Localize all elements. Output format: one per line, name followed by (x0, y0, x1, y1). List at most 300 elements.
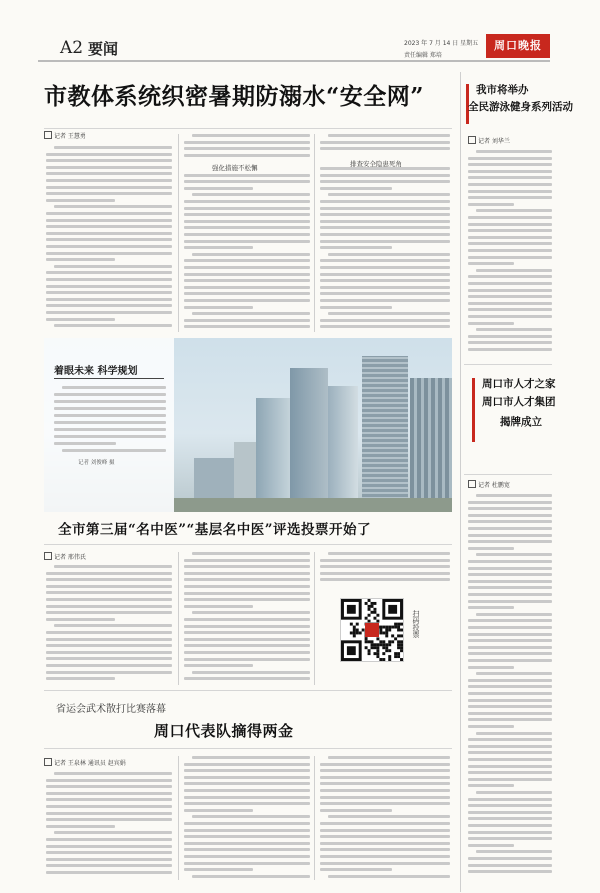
text-line (184, 677, 310, 680)
qr-module (397, 623, 400, 626)
text-line (320, 299, 450, 302)
side2-headline-3: 揭牌成立 (500, 416, 542, 428)
qr-module (394, 652, 397, 655)
qr-module (368, 605, 371, 608)
text-line (320, 174, 450, 177)
text-line (468, 183, 552, 186)
text-line (468, 223, 552, 226)
qr-module (379, 631, 382, 634)
qr-module (379, 629, 382, 632)
text-line (468, 203, 514, 206)
text-line (320, 842, 450, 845)
text-line (54, 435, 166, 438)
qr-module (371, 605, 374, 608)
text-line (184, 842, 310, 845)
text-line (54, 205, 172, 208)
text-line (468, 236, 552, 239)
text-line (184, 868, 253, 871)
section-name: 要闻 (88, 40, 119, 58)
city-photo (44, 338, 452, 512)
text-line (54, 407, 166, 410)
text-line (468, 534, 552, 537)
qr-module (382, 626, 385, 629)
text-line (46, 871, 172, 874)
qr-module (373, 602, 376, 605)
text-line (46, 199, 115, 202)
text-line (320, 319, 450, 322)
page-code: A2 (60, 38, 84, 58)
text-line (184, 226, 310, 229)
text-line (320, 559, 450, 562)
qr-module (373, 617, 376, 620)
side2-reporter: 记者 杜鹏宽 (468, 480, 510, 489)
text-line (320, 578, 450, 581)
text-line (328, 815, 450, 818)
text-line (468, 335, 552, 338)
qr-module (397, 652, 400, 655)
text-line (468, 633, 552, 636)
text-line (184, 565, 310, 568)
text-line (468, 547, 514, 550)
qr-module (397, 626, 400, 629)
text-line (46, 618, 115, 621)
qr-module (397, 655, 400, 658)
text-line (184, 625, 310, 628)
text-line (468, 501, 552, 504)
text-line (468, 520, 552, 523)
date-line: 2023 年 7 月 14 日 星期五 (404, 40, 479, 47)
qr-module (382, 658, 385, 661)
qr-module (394, 623, 397, 626)
text-line (320, 226, 450, 229)
text-line (54, 831, 172, 834)
qr-module (359, 631, 362, 634)
text-line (54, 421, 166, 424)
text-line (46, 304, 172, 307)
qr-module (365, 617, 368, 620)
qr-module (388, 626, 391, 629)
text-line (46, 172, 172, 175)
editors-line: 责任编辑 郑培 (404, 52, 442, 59)
qr-module (397, 629, 400, 632)
ad-byline: 记者 刘俊峰 摄 (78, 460, 115, 466)
text-line (46, 591, 172, 594)
qr-module (391, 626, 394, 629)
text-line (320, 240, 450, 243)
qr-module (376, 646, 379, 649)
text-line (468, 567, 552, 570)
qr-module (353, 634, 356, 637)
ad-paragraph (54, 386, 166, 452)
text-line (46, 298, 172, 301)
qr-code[interactable] (340, 598, 404, 662)
qr-module (400, 623, 403, 626)
ad-slogan: 着眼未来 科学规划 (54, 366, 138, 377)
text-line (468, 725, 514, 728)
text-line (468, 844, 514, 847)
qr-module (400, 643, 403, 646)
qr-module (394, 655, 397, 658)
text-line (468, 738, 552, 741)
text-line (468, 639, 552, 642)
qr-module (397, 634, 400, 637)
text-line (184, 154, 310, 157)
text-line (54, 265, 172, 268)
text-line (184, 848, 310, 851)
text-line (320, 233, 450, 236)
qr-module (385, 643, 388, 646)
qr-module (376, 614, 379, 617)
text-line (468, 593, 552, 596)
text-line (184, 220, 310, 223)
qr-module (379, 626, 382, 629)
text-line (46, 611, 172, 614)
text-line (320, 848, 450, 851)
text-line (46, 864, 172, 867)
text-line (468, 784, 514, 787)
text-line (54, 565, 172, 568)
text-line (184, 578, 310, 581)
text-line (192, 815, 310, 818)
text-line (46, 657, 172, 660)
text-line (54, 414, 166, 417)
qr-module (371, 640, 374, 643)
text-line (46, 779, 172, 782)
text-line (476, 613, 552, 616)
qr-module (368, 614, 371, 617)
qr-module (376, 643, 379, 646)
text-line (46, 159, 172, 162)
text-line (184, 306, 253, 309)
qr-module (373, 652, 376, 655)
text-line (468, 315, 552, 318)
text-line (320, 286, 450, 289)
text-line (320, 306, 392, 309)
text-line (476, 850, 552, 853)
text-line (476, 553, 552, 556)
side1-headline-1: 我市将举办 (476, 84, 529, 96)
text-line (192, 611, 310, 614)
text-line (46, 212, 172, 215)
text-line (46, 278, 172, 281)
text-line (184, 279, 310, 282)
qr-module (400, 629, 403, 632)
text-line (476, 269, 552, 272)
text-line (184, 644, 310, 647)
text-line (468, 712, 552, 715)
tower-3 (256, 398, 290, 512)
qr-module (388, 649, 391, 652)
text-line (46, 318, 115, 321)
text-line (468, 831, 552, 834)
text-line (46, 291, 172, 294)
qr-module (371, 646, 374, 649)
text-line (184, 180, 310, 183)
text-line (192, 671, 310, 674)
text-line (320, 147, 450, 150)
lead-subhead: 强化措施不松懈 (212, 164, 258, 172)
qr-module (376, 649, 379, 652)
text-line (468, 190, 552, 193)
text-line (46, 271, 172, 274)
text-line (468, 751, 552, 754)
text-line (46, 585, 172, 588)
text-line (46, 851, 172, 854)
text-line (468, 758, 552, 761)
qr-module (368, 652, 371, 655)
qr-module (385, 631, 388, 634)
text-line (468, 679, 552, 682)
text-line (184, 233, 310, 236)
qr-module (400, 649, 403, 652)
text-line (328, 312, 450, 315)
text-line (476, 328, 552, 331)
side2-body (468, 494, 552, 879)
text-line (46, 598, 172, 601)
text-line (468, 864, 552, 867)
text-line (46, 792, 172, 795)
text-line (62, 386, 166, 389)
side2-headline-1: 周口市人才之家 (482, 378, 556, 390)
sports-reporter: 记者 王泉林 通讯员 赵宾娟 (44, 758, 126, 767)
text-line (320, 220, 450, 223)
text-line (328, 552, 450, 555)
text-line (468, 348, 552, 351)
text-line (46, 578, 172, 581)
text-line (184, 187, 253, 190)
text-line (46, 644, 172, 647)
qr-module (400, 640, 403, 643)
qr-module (382, 652, 385, 655)
qr-module (356, 623, 359, 626)
text-line (320, 802, 450, 805)
text-line (476, 732, 552, 735)
text-line (46, 664, 172, 667)
lead-column-1 (46, 146, 172, 332)
text-line (328, 253, 450, 256)
paper-logo: 周口晚报 (486, 34, 550, 58)
sports-kicker: 省运会武术散打比赛落幕 (56, 704, 166, 715)
text-line (320, 829, 450, 832)
text-line (184, 855, 310, 858)
side1-reporter: 记者 刘华兰 (468, 136, 510, 145)
text-line (320, 862, 450, 865)
text-line (468, 857, 552, 860)
text-line (46, 285, 172, 288)
text-line (184, 559, 310, 562)
text-line (320, 187, 392, 190)
text-line (468, 527, 552, 530)
text-line (468, 170, 552, 173)
text-line (468, 745, 552, 748)
text-line (184, 658, 310, 661)
text-line (468, 560, 552, 563)
tower-4 (290, 368, 328, 512)
text-line (192, 552, 310, 555)
sports-column-3 (320, 756, 450, 880)
text-line (62, 449, 166, 452)
text-line (476, 209, 552, 212)
text-line (320, 180, 450, 183)
text-line (46, 252, 172, 255)
tower-7 (410, 378, 452, 512)
qr-module (382, 640, 385, 643)
qr-module (347, 605, 356, 614)
text-line (320, 565, 450, 568)
text-line (46, 192, 172, 195)
text-line (184, 292, 310, 295)
text-line (320, 279, 450, 282)
qr-module (394, 626, 397, 629)
text-line (46, 166, 172, 169)
text-line (184, 835, 310, 838)
tcm-headline: 全市第三届“名中医”“基层名中医”评选投票开始了 (58, 522, 372, 538)
text-line (468, 699, 552, 702)
qr-module (388, 629, 391, 632)
text-line (320, 835, 450, 838)
text-line (184, 259, 310, 262)
text-line (320, 273, 450, 276)
qr-module (350, 631, 353, 634)
text-line (184, 631, 310, 634)
text-line (468, 176, 552, 179)
text-line (184, 213, 310, 216)
text-line (320, 822, 450, 825)
side1-headline-2: 全民游泳健身系列活动 (468, 101, 573, 113)
text-line (46, 805, 172, 808)
text-line (46, 225, 172, 228)
text-line (320, 855, 450, 858)
text-line (54, 442, 116, 445)
text-line (468, 619, 552, 622)
qr-module (379, 643, 382, 646)
text-line (468, 262, 514, 265)
text-line (320, 141, 450, 144)
text-line (328, 875, 450, 878)
text-line (468, 302, 552, 305)
text-line (184, 207, 310, 210)
text-line (468, 817, 552, 820)
qr-module (376, 637, 379, 640)
qr-module (400, 634, 403, 637)
qr-module (365, 640, 368, 643)
qr-module (397, 646, 400, 649)
ad-slogan-underline (54, 378, 164, 379)
text-line (192, 756, 310, 759)
text-line (46, 153, 172, 156)
text-line (320, 259, 450, 262)
text-line (46, 671, 172, 674)
text-line (320, 776, 450, 779)
text-line (320, 782, 450, 785)
qr-module (356, 629, 359, 632)
text-line (476, 494, 552, 497)
qr-module (365, 602, 368, 605)
text-line (184, 829, 310, 832)
text-line (46, 311, 172, 314)
qr-module (385, 629, 388, 632)
text-line (184, 240, 310, 243)
qr-caption: 扫码投票 (412, 610, 420, 638)
text-line (468, 295, 552, 298)
qr-module (373, 646, 376, 649)
text-line (184, 796, 310, 799)
text-line (320, 266, 450, 269)
text-line (468, 692, 552, 695)
tower-6 (362, 356, 408, 512)
qr-module (382, 643, 385, 646)
text-line (54, 772, 172, 775)
qr-module (353, 626, 356, 629)
text-line (184, 174, 310, 177)
text-line (184, 598, 310, 601)
text-line (184, 572, 310, 575)
side2-accent (472, 378, 475, 442)
text-line (468, 573, 552, 576)
text-line (46, 631, 172, 634)
text-line (320, 200, 450, 203)
qr-module (385, 626, 388, 629)
text-line (320, 769, 450, 772)
text-line (476, 791, 552, 794)
text-line (184, 325, 310, 328)
text-line (184, 638, 310, 641)
text-line (184, 605, 253, 608)
text-line (54, 146, 172, 149)
qr-module (373, 608, 376, 611)
sports-column-1 (46, 772, 172, 880)
tcm-column-1 (46, 565, 172, 685)
text-line (320, 789, 450, 792)
qr-module (353, 631, 356, 634)
text-line (468, 606, 514, 609)
text-line (184, 789, 310, 792)
text-line (468, 870, 552, 873)
text-line (46, 812, 172, 815)
text-line (184, 246, 253, 249)
text-line (46, 677, 115, 680)
qr-module (400, 658, 403, 661)
qr-module (382, 631, 385, 634)
text-line (320, 796, 450, 799)
lead-reporter: 记者 王慧勇 (44, 131, 86, 140)
qr-module (365, 637, 368, 640)
qr-module (365, 646, 368, 649)
text-line (468, 600, 552, 603)
text-line (328, 193, 450, 196)
qr-module (368, 640, 371, 643)
text-line (46, 858, 172, 861)
text-line (468, 765, 552, 768)
tcm-column-2 (184, 552, 310, 685)
text-line (184, 273, 310, 276)
text-line (468, 514, 552, 517)
text-line (468, 586, 552, 589)
qr-module (368, 599, 371, 602)
text-line (320, 213, 450, 216)
qr-module (353, 629, 356, 632)
text-line (468, 811, 552, 814)
text-line (468, 824, 552, 827)
text-line (468, 646, 552, 649)
qr-module (394, 637, 397, 640)
text-line (46, 232, 172, 235)
text-line (468, 216, 552, 219)
qr-module (373, 643, 376, 646)
text-line (54, 324, 172, 327)
text-line (46, 572, 172, 575)
text-line (54, 400, 166, 403)
